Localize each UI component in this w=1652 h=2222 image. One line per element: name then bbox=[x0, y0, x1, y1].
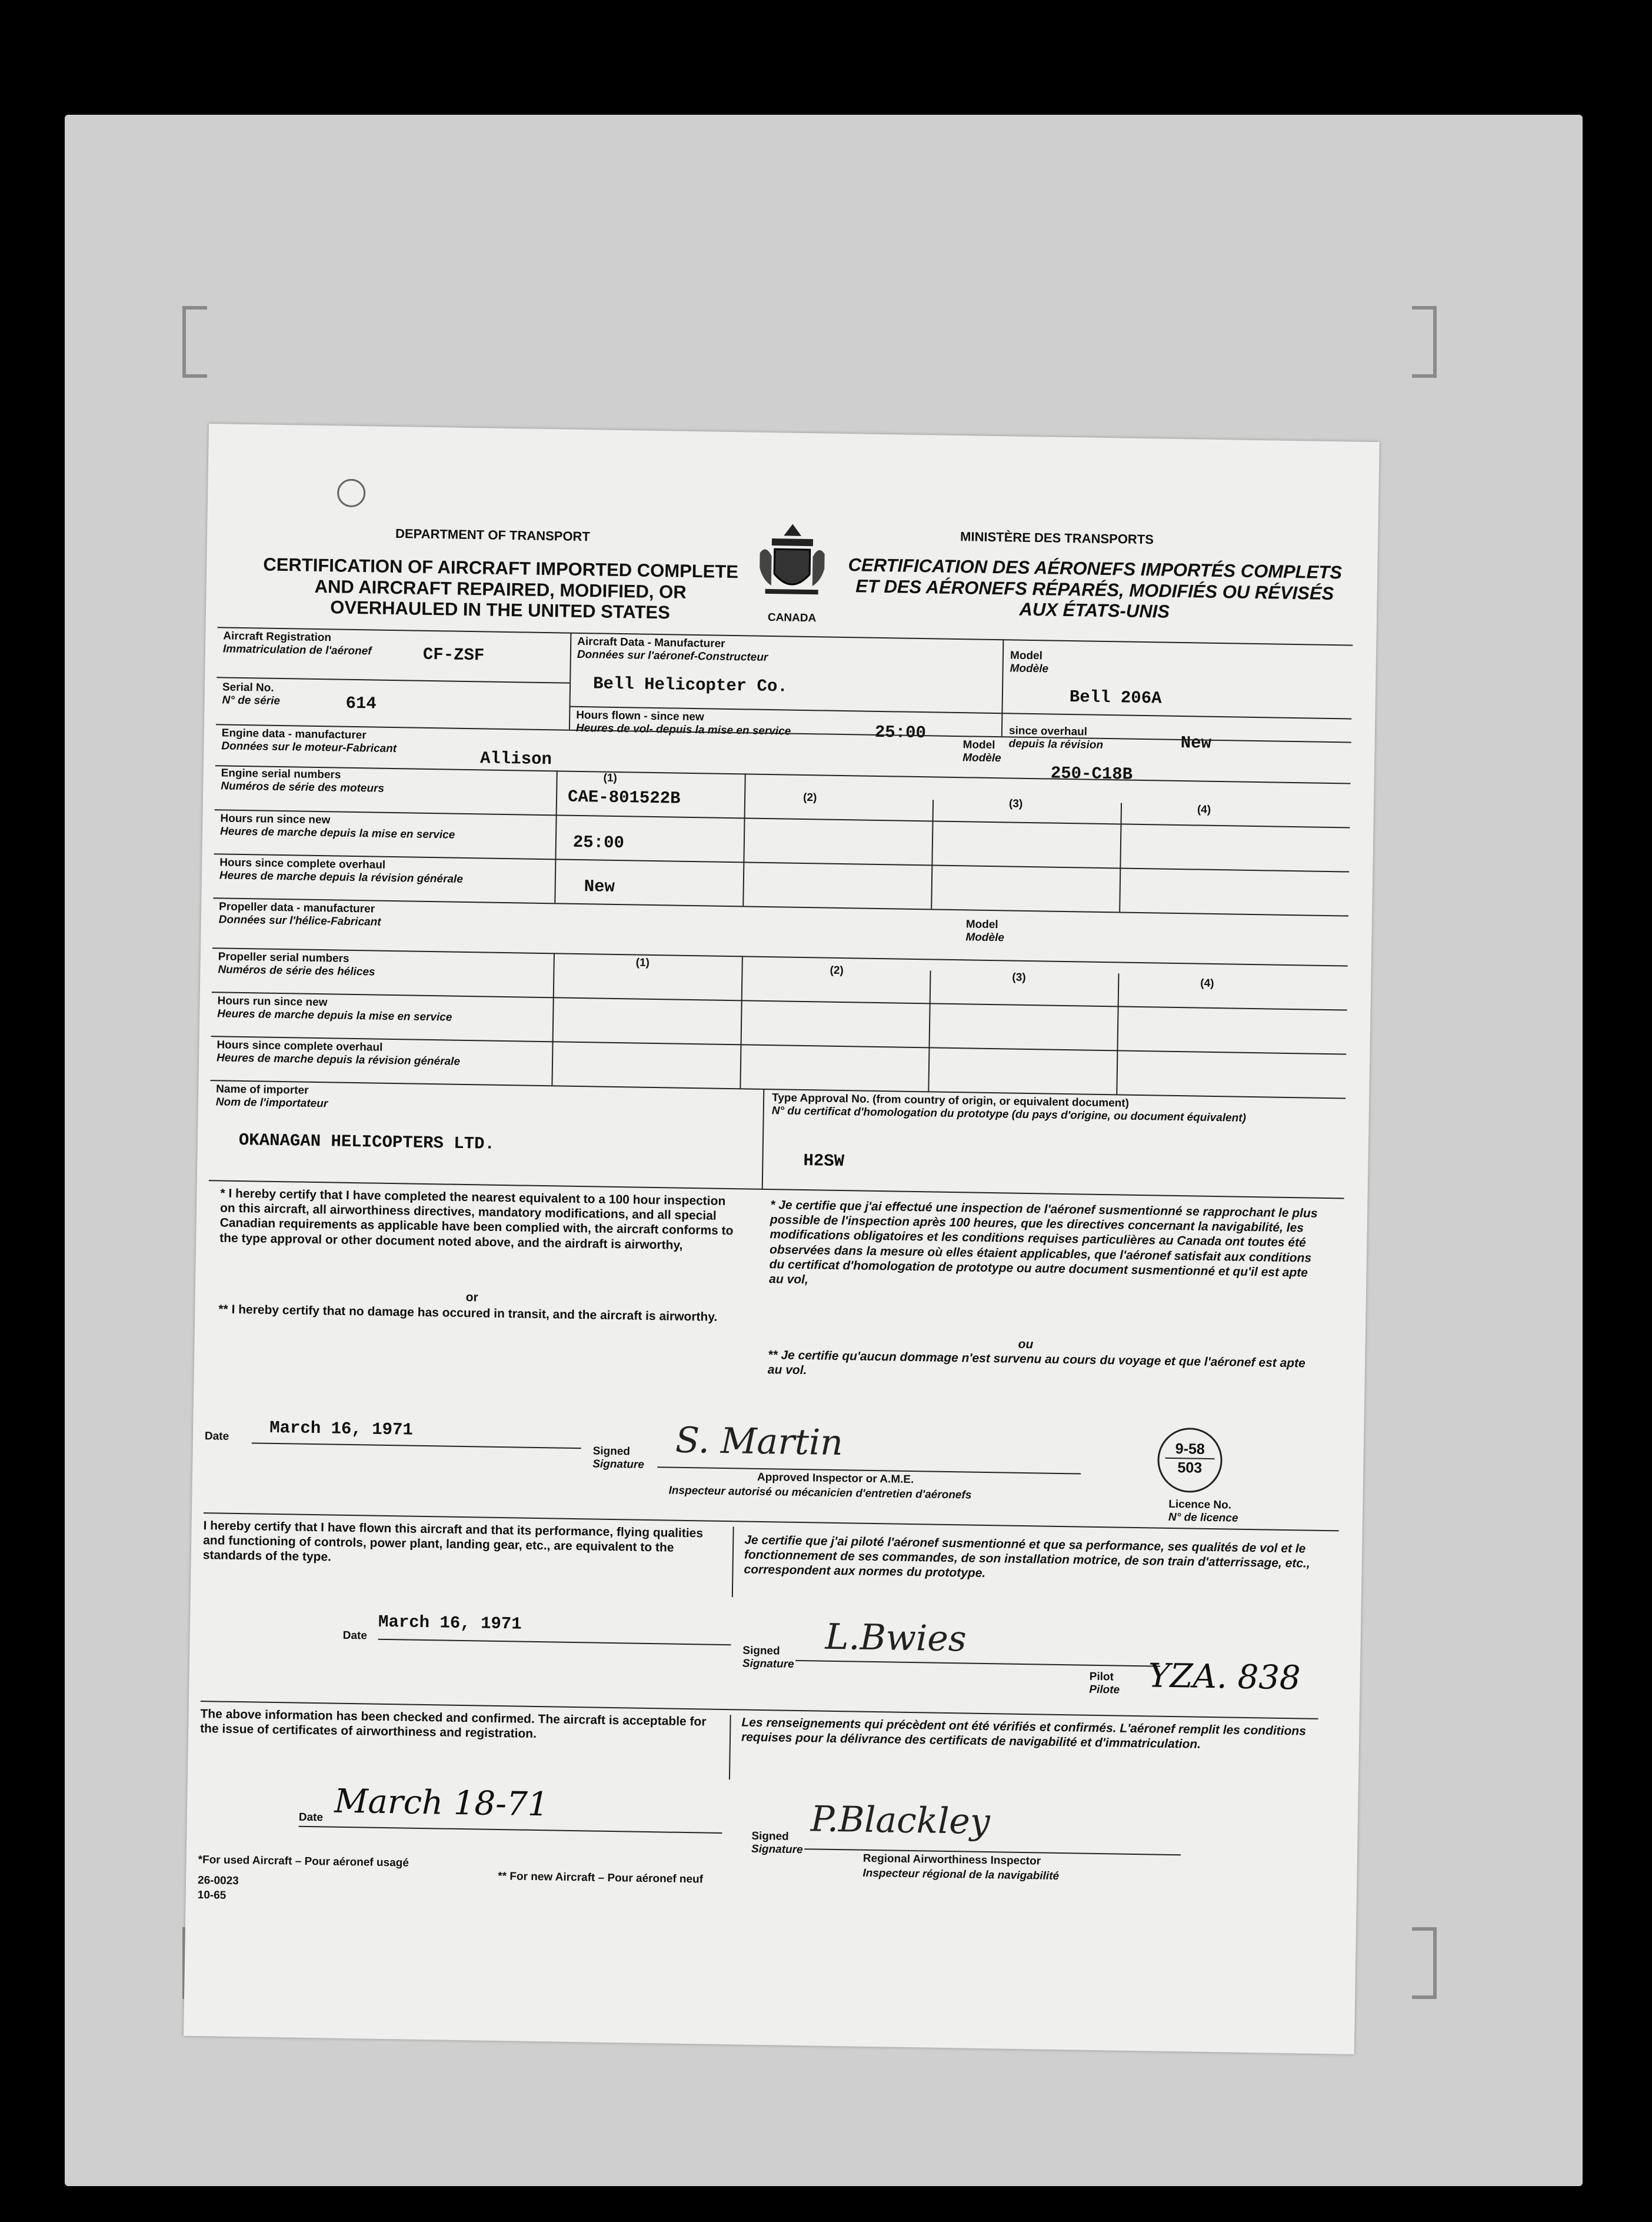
pilot-signature-icon: L.Bwies bbox=[825, 1616, 967, 1660]
overhaul-label: since overhaul depuis la révision bbox=[1008, 724, 1104, 751]
canada-label: CANADA bbox=[767, 611, 817, 625]
licence-seal: 9-58 503 bbox=[1157, 1428, 1223, 1493]
overhaul-value: New bbox=[1180, 733, 1212, 753]
cert-or: or bbox=[465, 1290, 478, 1305]
regional-title: Regional Airworthiness Inspector bbox=[862, 1852, 1041, 1868]
footer-new: ** For new Aircraft – Pour aéronef neuf bbox=[498, 1870, 704, 1886]
inspector-title: Approved Inspector or A.M.E. bbox=[757, 1471, 914, 1486]
dept-en: DEPARTMENT OF TRANSPORT bbox=[395, 526, 591, 544]
pilot-fr: Je certifie que j'ai piloté l'aéronef susmentionné et que sa performance, ses qualités de vol et le fonctionnement de ses commandes, de son installation motrice, de son train d'atterrissage, etc., correspondent aux normes du prototype. bbox=[744, 1533, 1310, 1581]
pilot-date-label: Date bbox=[342, 1629, 368, 1642]
cert-en-2: ** I hereby certify that no damage has occured in transit, and the aircraft is airworthy. bbox=[218, 1302, 718, 1324]
engine-oh-1: New bbox=[584, 877, 615, 897]
engine-col-4: (4) bbox=[1197, 803, 1211, 816]
cert-en-1: * I hereby certify that I have completed the nearest equivalent to a 100 hour inspection on this aircraft, all airworthiness directives, mandatory modifications, and all special Canadian requirements as applicable have been complied with, the aircraft conforms to the type approval or other document noted above, and the airdraft is airworthy, bbox=[219, 1186, 734, 1252]
cert-date: March 16, 1971 bbox=[269, 1418, 414, 1440]
model-label: Model Modèle bbox=[1010, 649, 1049, 676]
propeller-model-label: Model Modèle bbox=[965, 918, 1005, 944]
type-approval-value: H2SW bbox=[803, 1151, 845, 1172]
prop-col-2: (2) bbox=[830, 964, 844, 977]
regional-title-fr: Inspecteur régional de la navigabilité bbox=[862, 1867, 1060, 1883]
cert-fr-2: ** Je certifie qu'aucun dommage n'est survenu au cours du voyage et que l'aéronef est apte au vol. bbox=[767, 1348, 1305, 1378]
title-fr: CERTIFICATION DES AÉRONEFS IMPORTÉS COMPLETS ET DES AÉRONEFS RÉPARÉS, MODIFIÉS OU RÉVISÉS AUX ÉTATS-UNIS bbox=[848, 554, 1343, 622]
coat-of-arms-icon bbox=[753, 521, 831, 610]
certification-form bbox=[184, 424, 1380, 2054]
prop-serial-label: Propeller serial numbers Numéros de série des hélices bbox=[218, 950, 375, 979]
cert-date-label: Date bbox=[204, 1430, 229, 1443]
engine-manufacturer: Allison bbox=[479, 749, 552, 770]
cert-ou: ou bbox=[1018, 1337, 1034, 1352]
engine-col-1: (1) bbox=[603, 771, 618, 784]
final-date-label: Date bbox=[298, 1811, 324, 1824]
hours-label: Hours flown - since new Heures de vol- depuis la mise en service bbox=[575, 708, 791, 738]
reg-value: CF-ZSF bbox=[422, 644, 485, 666]
prop-col-1: (1) bbox=[635, 956, 650, 969]
final-date: March 18-71 bbox=[334, 1782, 549, 1824]
engine-serial-1: CAE-801522B bbox=[567, 787, 681, 809]
manufacturer-value: Bell Helicopter Co. bbox=[592, 674, 788, 697]
dept-fr: MINISTÈRE DES TRANSPORTS bbox=[960, 529, 1154, 547]
cert-signed: Signed Signature bbox=[592, 1445, 645, 1471]
prop-run-label: Hours run since new Heures de marche depuis la mise en service bbox=[217, 994, 452, 1024]
engine-oh-label: Hours since complete overhaul Heures de marche depuis la révision générale bbox=[219, 856, 464, 886]
final-fr: Les renseignements qui précèdent ont été vérifiés et confirmés. L'aéronef remplit les conditions requises pour la délivrance des certificats de navigabilité et d'immatriculation. bbox=[741, 1715, 1307, 1751]
crop-mark-tr bbox=[1412, 306, 1437, 378]
engine-run-label: Hours run since new Heures de marche depuis la mise en service bbox=[219, 812, 455, 841]
engine-col-3: (3) bbox=[1008, 797, 1023, 810]
form-date: 10-65 bbox=[197, 1889, 227, 1902]
crop-mark-tl bbox=[182, 306, 207, 378]
type-approval-label: Type Approval No. (from country of origin, or equivalent document) N° du certificat d'homologation du prototype (du pays d'origine, ou document équivalent) bbox=[771, 1092, 1247, 1125]
engine-serial-label: Engine serial numbers Numéros de série des moteurs bbox=[221, 767, 385, 795]
pilot-en: I hereby certify that I have flown this aircraft and that its performance, flying qualities and functioning of controls, power plant, landing gear, etc., are equivalent to the standards of the type. bbox=[202, 1519, 704, 1564]
footer-used: *For used Aircraft – Pour aéronef usagé bbox=[198, 1854, 409, 1870]
pilot-licence: YZA. 838 bbox=[1148, 1656, 1301, 1698]
importer-name: OKANAGAN HELICOPTERS LTD. bbox=[238, 1130, 495, 1154]
title-en: CERTIFICATION OF AIRCRAFT IMPORTED COMPLETE AND AIRCRAFT REPAIRED, MODIFIED, OR OVERHAULED IN THE UNITED STATES bbox=[263, 554, 739, 623]
regional-signature-icon: P.Blackley bbox=[810, 1798, 991, 1843]
final-en: The above information has been checked and confirmed. The aircraft is acceptable for the issue of certificates of airworthiness and registration. bbox=[199, 1707, 707, 1741]
pilot-date: March 16, 1971 bbox=[378, 1612, 522, 1634]
licence-label: Licence No. N° de licence bbox=[1168, 1498, 1238, 1525]
hours-value: 25:00 bbox=[874, 722, 927, 743]
inspector-title-fr: Inspecteur autorisé ou mécanicien d'entretien d'aéronefs bbox=[668, 1484, 972, 1502]
engine-run-1: 25:00 bbox=[572, 832, 625, 853]
aircraft-data-label: Aircraft Data - Manufacturer Données sur l'aéronef-Constructeur bbox=[577, 635, 768, 664]
engine-label: Engine data - manufacturer Données sur le moteur-Fabricant bbox=[221, 727, 397, 755]
engine-model-value: 250-C18B bbox=[1050, 763, 1133, 784]
engine-col-2: (2) bbox=[802, 791, 817, 804]
pilot-signed: Signed Signature bbox=[742, 1644, 794, 1671]
inspector-signature-icon: S. Martin bbox=[675, 1419, 844, 1464]
reg-label: Aircraft Registration Immatriculation de l'aéronef bbox=[222, 630, 372, 658]
serial-label: Serial No. N° de série bbox=[222, 681, 281, 707]
model-value: Bell 206A bbox=[1069, 687, 1162, 708]
importer-label: Name of importer Nom de l'importateur bbox=[215, 1083, 328, 1110]
propeller-label: Propeller data - manufacturer Données sur l'hélice-Fabricant bbox=[218, 900, 381, 929]
crop-mark-br bbox=[1412, 1927, 1437, 1999]
final-signed: Signed Signature bbox=[751, 1830, 803, 1857]
cert-fr-1: * Je certifie que j'ai effectué une inspection de l'aéronef susmentionné se rapprochant le plus possible de l'inspection après 100 heures, que les directives concernant la navigabilité, les modifications obligatoires et les conditions requises particulières au Canada ont toutes été observées dans la mesure où elles étaient applicables, que l'aéronef satisfait aux conditions du certificat d'homologation de prototype ou autre document susmentionné et qu'il est apte au vol, bbox=[769, 1198, 1318, 1287]
serial-value: 614 bbox=[345, 693, 377, 714]
punch-hole bbox=[337, 478, 366, 507]
engine-model-label: Model Modèle bbox=[962, 739, 1001, 765]
prop-col-3: (3) bbox=[1012, 971, 1026, 984]
form-number: 26-0023 bbox=[197, 1874, 239, 1888]
prop-col-4: (4) bbox=[1200, 977, 1214, 990]
prop-oh-label: Hours since complete overhaul Heures de marche depuis la révision générale bbox=[216, 1039, 461, 1068]
pilot-label: Pilot Pilote bbox=[1089, 1670, 1120, 1697]
